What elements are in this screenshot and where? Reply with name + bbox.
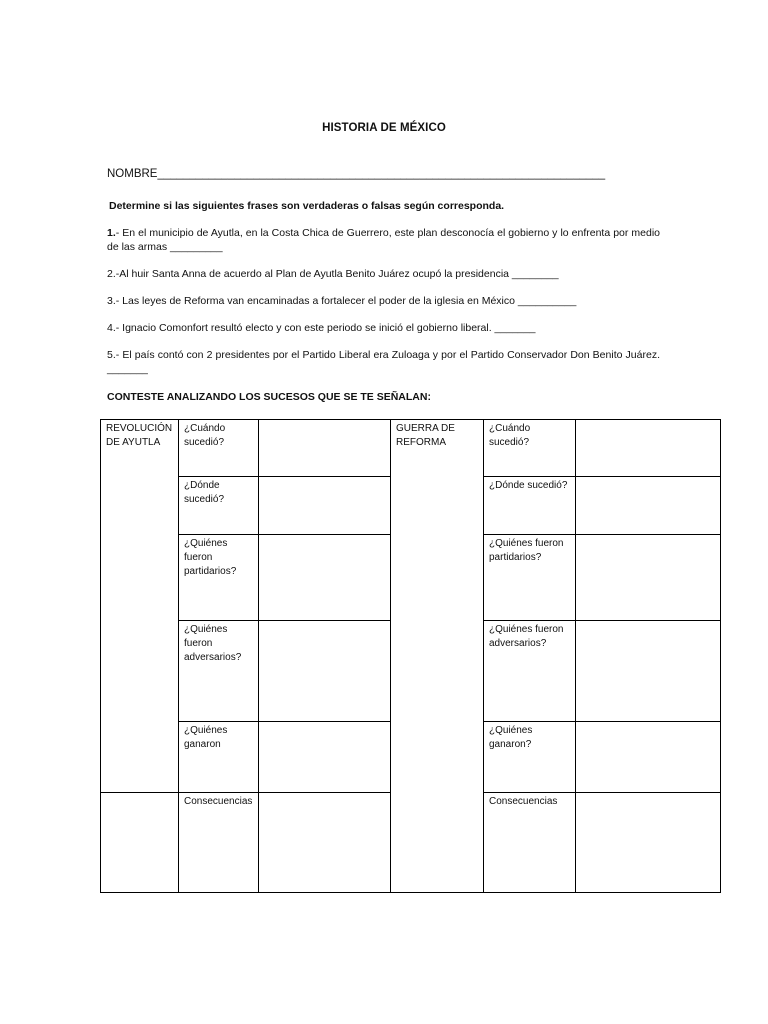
right-event-cell: GUERRA DE REFORMA [391, 420, 484, 893]
left-question-adversaries: ¿Quiénes fueron adversarios? [179, 621, 259, 722]
document-title: HISTORIA DE MÉXICO [322, 122, 446, 134]
left-answer-when[interactable] [259, 420, 391, 477]
left-consequences-label: Consecuencias [179, 793, 259, 893]
name-field-line[interactable]: NOMBRE______________________________________________________________________ [107, 168, 606, 180]
left-question-supporters: ¿Quiénes fueron partidarios? [179, 535, 259, 621]
right-question-adversaries: ¿Quiénes fueron adversarios? [484, 621, 576, 722]
statement-1-number: 1. [107, 227, 116, 239]
statement-1-text: - En el municipio de Ayutla, en la Costa Chica de Guerrero, este plan desconocía el gobierno y lo enfrenta por medio de las armas _________ [107, 227, 660, 253]
events-table [100, 419, 721, 893]
left-answer-where[interactable] [259, 477, 391, 535]
statement-4: 4.- Ignacio Comonfort resultó electo y con este periodo se inició el gobierno liberal. _______ [107, 322, 536, 334]
statement-5: 5.- El país contó con 2 presidentes por el Partido Liberal era Zuloaga y por el Partido Conservador Don Benito Juárez. _______ [107, 349, 660, 375]
right-question-where: ¿Dónde sucedió? [484, 477, 576, 535]
left-consequences-empty[interactable] [101, 793, 179, 893]
left-question-winners: ¿Quiénes ganaron [179, 722, 259, 793]
left-answer-consequences[interactable] [259, 793, 391, 893]
statement-1 [107, 226, 660, 254]
statement-3: 3.- Las leyes de Reforma van encaminadas a fortalecer el poder de la iglesia en México __________ [107, 295, 577, 307]
right-answer-where[interactable] [576, 477, 721, 535]
left-answer-winners[interactable] [259, 722, 391, 793]
table-row [101, 420, 721, 477]
left-event-cell: REVOLUCIÓN DE AYUTLA [101, 420, 179, 793]
instructions-text: Determine si las siguientes frases son verdaderas o falsas según corresponda. [109, 200, 505, 212]
left-answer-adversaries[interactable] [259, 621, 391, 722]
right-answer-when[interactable] [576, 420, 721, 477]
right-consequences-label: Consecuencias [484, 793, 576, 893]
right-answer-winners[interactable] [576, 722, 721, 793]
right-answer-consequences[interactable] [576, 793, 721, 893]
right-question-when: ¿Cuándo sucedió? [484, 420, 576, 477]
left-answer-supporters[interactable] [259, 535, 391, 621]
right-answer-adversaries[interactable] [576, 621, 721, 722]
right-question-winners: ¿Quiénes ganaron? [484, 722, 576, 793]
section-title: CONTESTE ANALIZANDO LOS SUCESOS QUE SE TE SEÑALAN: [107, 391, 431, 403]
right-answer-supporters[interactable] [576, 535, 721, 621]
right-question-supporters: ¿Quiénes fueron partidarios? [484, 535, 576, 621]
left-question-when: ¿Cuándo sucedió? [179, 420, 259, 477]
left-question-where: ¿Dónde sucedió? [179, 477, 259, 535]
statement-2: 2.-Al huir Santa Anna de acuerdo al Plan de Ayutla Benito Juárez ocupó la presidencia ________ [107, 268, 559, 280]
